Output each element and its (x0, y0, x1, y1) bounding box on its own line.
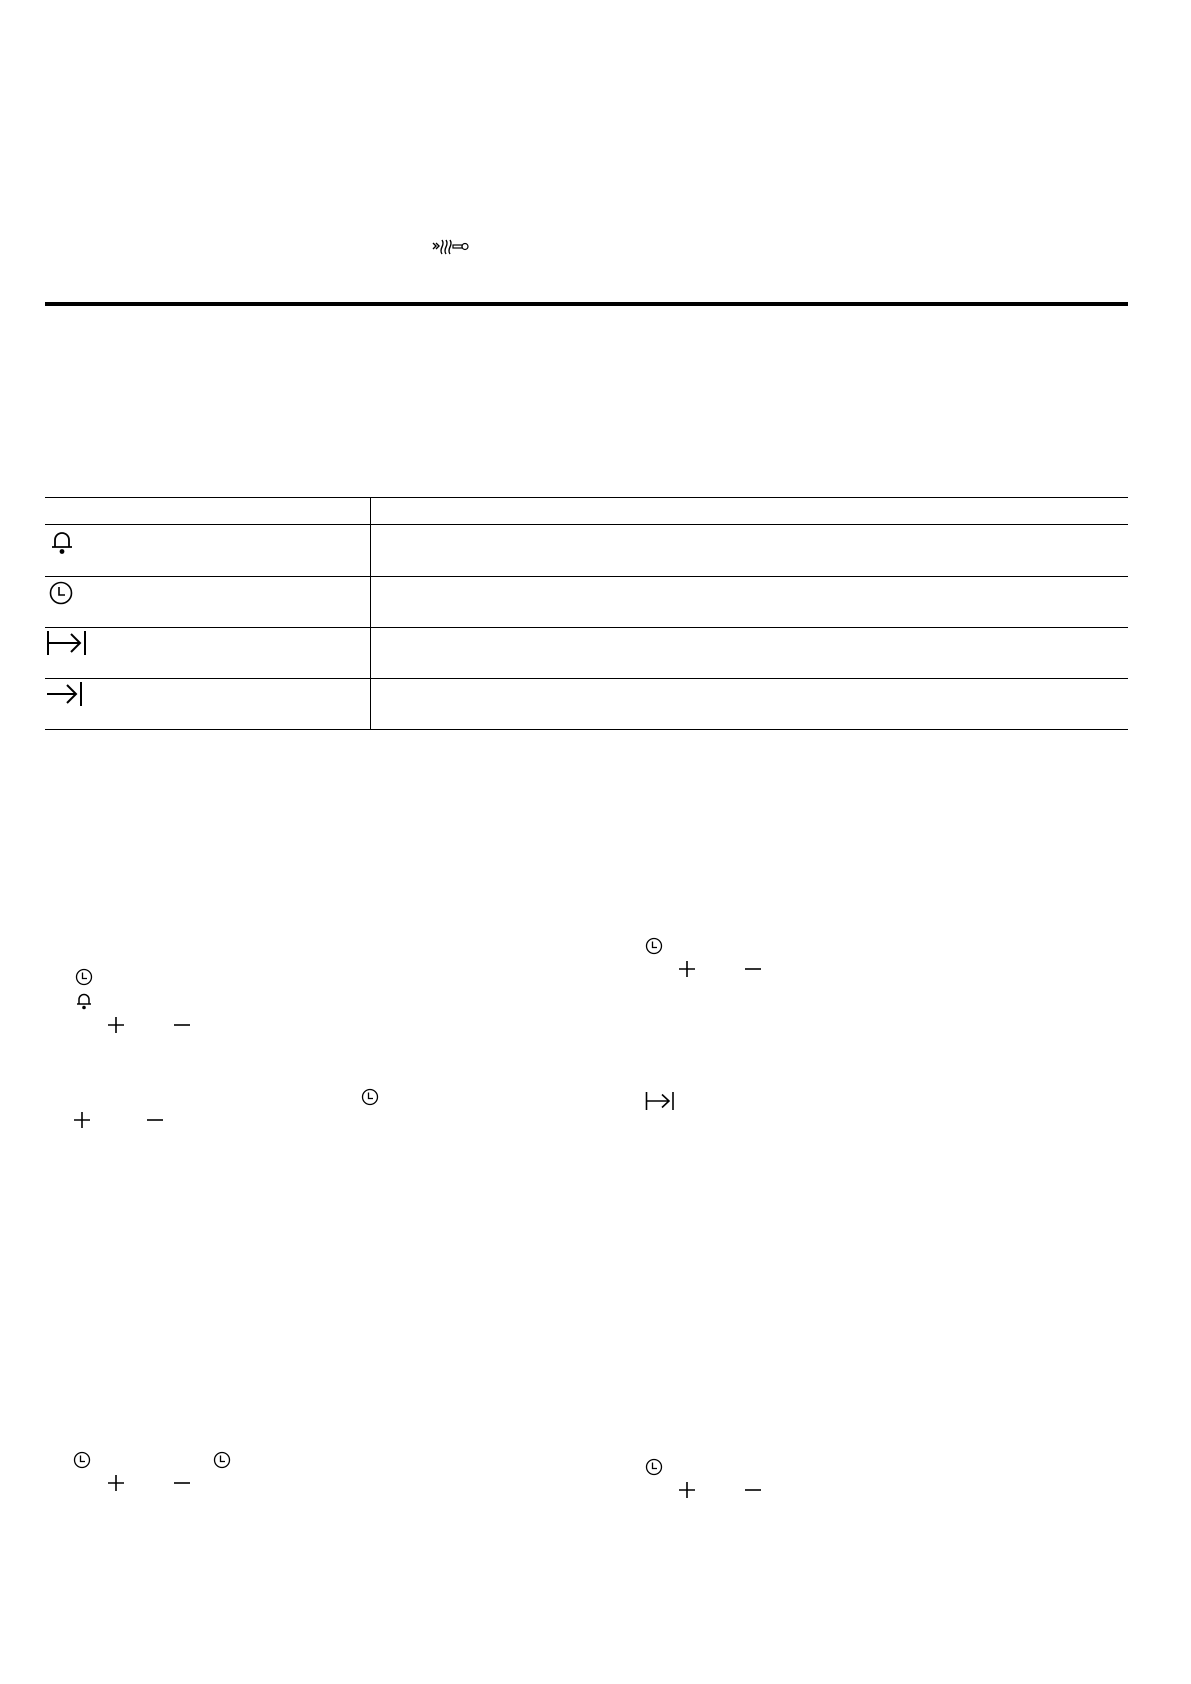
plus-icon[interactable] (107, 1474, 125, 1492)
plus-icon[interactable] (107, 1016, 125, 1034)
clock-icon (75, 968, 93, 986)
minus-icon[interactable] (146, 1111, 164, 1129)
end-time-icon (46, 681, 84, 707)
plus-icon[interactable] (678, 1481, 696, 1499)
minus-icon[interactable] (744, 960, 762, 978)
table-column-divider (370, 497, 371, 729)
table-row-rule (45, 627, 1128, 628)
clock-icon (48, 580, 74, 606)
clock-icon (361, 1088, 379, 1106)
plus-icon[interactable] (678, 960, 696, 978)
plus-icon[interactable] (73, 1111, 91, 1129)
minus-icon[interactable] (744, 1481, 762, 1499)
clock-icon (213, 1451, 231, 1469)
table-header-rule (45, 497, 1128, 498)
minus-icon[interactable] (173, 1474, 191, 1492)
duration-end-icon (645, 1091, 675, 1111)
bell-icon (74, 991, 94, 1011)
steam-lock-icon (432, 238, 470, 256)
table-row-rule (45, 678, 1128, 679)
clock-icon (73, 1451, 91, 1469)
section-divider (45, 302, 1128, 306)
clock-icon (645, 937, 663, 955)
minus-icon[interactable] (173, 1016, 191, 1034)
table-bottom-rule (45, 729, 1128, 730)
clock-icon (645, 1458, 663, 1476)
duration-end-icon (46, 630, 88, 656)
bell-icon (48, 528, 76, 556)
table-row-rule (45, 524, 1128, 525)
table-row-rule (45, 576, 1128, 577)
